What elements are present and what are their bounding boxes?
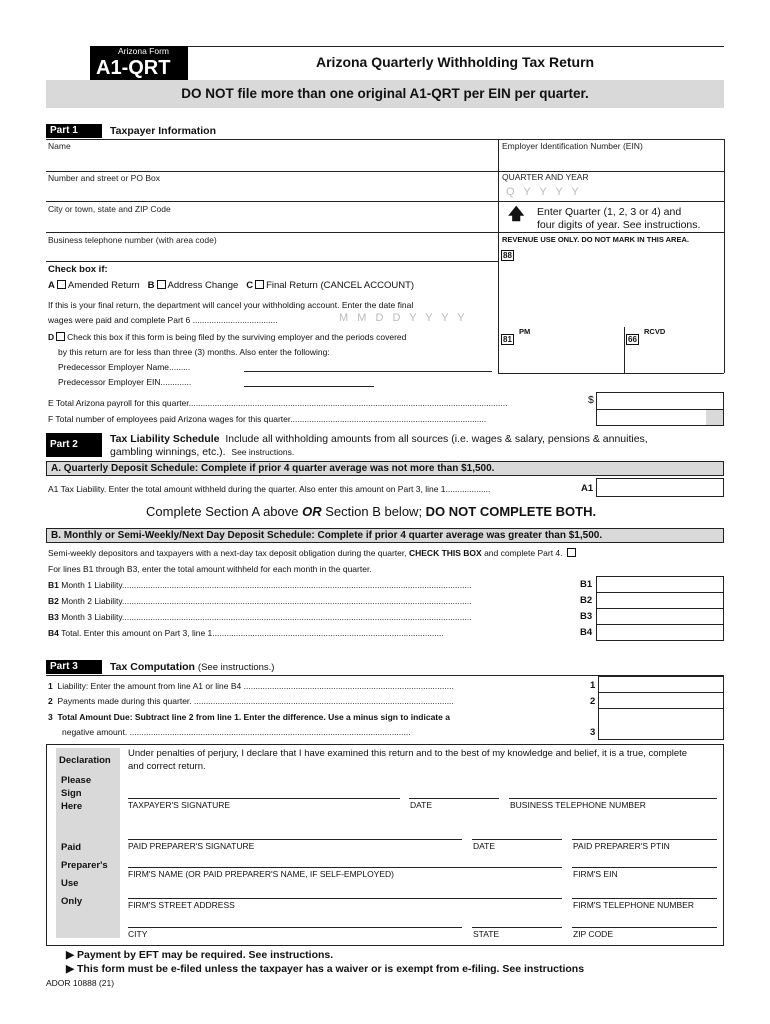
footer-note-2-text: This form must be e-filed unless the taxpayer has a waiver or is exempt from e-filing. See instructions	[77, 963, 585, 975]
form-label: Arizona Form	[118, 46, 170, 56]
b2-field[interactable]	[596, 592, 724, 609]
paid-label: Paid	[61, 842, 82, 853]
successor-checkbox[interactable]	[56, 332, 65, 341]
please-label: Please	[61, 775, 92, 786]
b2-text: Month 2 Liability....................................................................................................................................................	[61, 596, 472, 606]
line1-field[interactable]	[598, 676, 724, 693]
declaration-text-2: and correct return.	[128, 761, 206, 772]
employees-shade	[706, 410, 723, 425]
ein-label: Employer Identification Number (EIN)	[502, 141, 643, 151]
part2-desc-2: gambling winnings, etc.).	[110, 446, 226, 458]
street-label: Number and street or PO Box	[48, 173, 160, 183]
p3-num-1: 1	[48, 681, 53, 691]
semi-bold: CHECK THIS BOX	[408, 548, 482, 558]
dollar-sign: $	[588, 394, 594, 406]
pred-name-label: Predecessor Employer Name.........	[58, 362, 191, 372]
p3-text-1: Liability: Enter the amount from line A1 or line B4 .........................................................................................	[57, 681, 454, 691]
part1-heading: Taxpayer Information	[110, 125, 216, 137]
part3-heading: Tax Computation	[110, 661, 195, 673]
b3-field[interactable]	[596, 608, 724, 625]
firm-phone-label: FIRM'S TELEPHONE NUMBER	[573, 900, 694, 910]
b3-text: Month 3 Liability....................................................................................................................................................	[61, 612, 472, 622]
quarter-help-2: four digits of year. See instructions.	[537, 219, 701, 231]
firm-street-label: FIRM'S STREET ADDRESS	[128, 900, 235, 910]
payroll-field[interactable]	[596, 392, 724, 410]
firm-phone-line[interactable]	[572, 898, 717, 899]
p3-code-1: 1	[590, 680, 596, 691]
opt-a-letter: A	[48, 280, 55, 291]
business-phone-line[interactable]	[509, 798, 717, 799]
preparer-date-label: DATE	[473, 841, 496, 851]
b2-code: B2	[580, 595, 593, 606]
preparers-label: Preparer's	[61, 860, 108, 871]
city-label-decl: CITY	[128, 929, 148, 939]
name-field[interactable]	[46, 152, 496, 170]
opt-d-letter: D	[48, 332, 55, 342]
complete-or: OR	[302, 504, 322, 519]
city-label: City or town, state and ZIP Code	[48, 204, 171, 214]
firm-ein-label: FIRM'S EIN	[573, 869, 618, 879]
b4-row	[48, 628, 578, 638]
state-line[interactable]	[472, 927, 562, 928]
street-field[interactable]	[46, 184, 496, 200]
pm-label: PM	[519, 327, 531, 336]
line3-field[interactable]	[598, 708, 724, 740]
part3-tab: Part 3	[46, 660, 102, 674]
rcvd-label: RCVD	[644, 327, 666, 336]
b3-row	[48, 612, 578, 622]
play-arrow-icon: ▶	[66, 963, 75, 975]
b3-code: B3	[580, 611, 593, 622]
p3-code-2: 2	[590, 696, 596, 707]
final-return-checkbox[interactable]	[255, 280, 264, 289]
complete-mid: Section B below;	[321, 504, 426, 519]
employees-field[interactable]	[596, 409, 724, 426]
amended-return-label: Amended Return	[67, 280, 140, 291]
p3-text-3: Total Amount Due: Subtract line 2 from line 1. Enter the difference. Use a minus sign to indicate a	[57, 712, 450, 722]
firm-name-line[interactable]	[128, 867, 562, 868]
form-code: A1-QRT	[96, 57, 171, 79]
section-b-bar	[46, 528, 724, 543]
firm-name-label: FIRM'S NAME (OR PAID PREPARER'S NAME, IF SELF-EMPLOYED)	[128, 869, 394, 879]
opt-d-text-2: by this return are for less than three (3) months. Also enter the following:	[58, 347, 330, 357]
zip-line[interactable]	[572, 927, 717, 928]
preparer-date-line[interactable]	[472, 839, 562, 840]
date-line[interactable]	[409, 798, 499, 799]
only-label: Only	[61, 896, 83, 907]
options-abc	[48, 280, 414, 291]
line2-field[interactable]	[598, 692, 724, 709]
b1-code: B1	[580, 579, 593, 590]
form-id: ADOR 10888 (21)	[46, 978, 115, 988]
part2-desc-1: Include all withholding amounts from all sources (i.e. wages & salary, pensions & annuities,	[225, 433, 648, 445]
b4-text: Total. Enter this amount on Part 3, line 1..................................................................................................	[61, 628, 444, 638]
opt-d-text: Check this box if this form is being filed by the surviving employer and the periods covered	[67, 332, 407, 342]
semi-post: and complete Part 4.	[481, 548, 563, 558]
section-a-text: A. Quarterly Deposit Schedule: Complete if prior 4 quarter average was not more than $1,500.	[51, 463, 495, 474]
semi-weekly-checkbox[interactable]	[567, 548, 576, 557]
p3-num-2: 2	[48, 696, 53, 706]
final-return-label: Final Return (CANCEL ACCOUNT)	[266, 280, 415, 291]
footer-note-1-text: Payment by EFT may be required. See instructions.	[77, 949, 334, 961]
part3-note: (See instructions.)	[197, 662, 275, 673]
business-phone-label: BUSINESS TELEPHONE NUMBER	[510, 800, 646, 810]
part2-tab: Part 2	[46, 433, 102, 457]
check-if-label: Check box if:	[48, 264, 108, 275]
a1-text: A1 Tax Liability. Enter the total amount withheld during the quarter. Also enter this amount on Part 3, line 1...................	[48, 484, 491, 494]
b-intro: For lines B1 through B3, enter the total amount withheld for each month in the quarter.	[48, 564, 372, 574]
city-line[interactable]	[128, 927, 462, 928]
b4-code-left: B4	[48, 628, 59, 638]
form-badge	[90, 46, 188, 80]
p3-line-2	[48, 696, 578, 706]
part2-see: See instructions.	[231, 447, 295, 457]
part3-heading-row	[110, 661, 274, 673]
state-label: STATE	[473, 929, 500, 939]
b2-row	[48, 596, 578, 606]
p3-text-2: Payments made during this quarter. ..............................................................................................................	[57, 696, 454, 706]
quarter-field[interactable]: Q Y Y Y Y	[506, 186, 582, 198]
firm-street-line[interactable]	[128, 898, 562, 899]
declaration-label: Declaration	[59, 755, 111, 766]
part2-desc	[110, 433, 648, 445]
part2-heading: Tax Liability Schedule	[110, 433, 220, 445]
p3-line-3-cont: negative amount. .......................................................................................................................	[62, 727, 411, 737]
code-81: 81	[503, 335, 512, 344]
part2-desc-line2	[110, 446, 294, 458]
preparer-signature-label: PAID PREPARER'S SIGNATURE	[128, 841, 255, 851]
use-label: Use	[61, 878, 79, 889]
quarter-help: Enter Quarter (1, 2, 3 or 4) and	[537, 206, 682, 218]
a1-code: A1	[581, 483, 594, 494]
p3-num-3: 3	[48, 712, 53, 722]
preparer-signature-line[interactable]	[128, 839, 462, 840]
preparer-ptin-label: PAID PREPARER'S PTIN	[573, 841, 670, 851]
here-label: Here	[61, 801, 83, 812]
p3-line-1	[48, 681, 578, 691]
line-e-text: E Total Arizona payroll for this quarter.......................................................................................................................................	[48, 398, 508, 408]
form-title: Arizona Quarterly Withholding Tax Return	[316, 54, 595, 70]
final-text-1: If this is your final return, the department will cancel your withholding account. Enter the date final	[48, 300, 414, 310]
firm-ein-line[interactable]	[572, 867, 717, 868]
pred-name-field[interactable]	[244, 371, 492, 372]
b1-code-left: B1	[48, 580, 59, 590]
arrow-up-icon: 🡅	[508, 206, 525, 223]
b3-code-left: B3	[48, 612, 59, 622]
address-change-checkbox[interactable]	[157, 280, 166, 289]
taxpayer-signature-label: TAXPAYER'S SIGNATURE	[128, 800, 231, 810]
p3-line-3	[48, 712, 450, 722]
amended-return-checkbox[interactable]	[57, 280, 66, 289]
opt-c-letter: C	[246, 280, 254, 291]
semi-pre: Semi-weekly depositors and taxpayers with a next-day tax deposit obligation during the quarter,	[48, 548, 409, 558]
ein-field[interactable]	[500, 152, 722, 170]
phone-field[interactable]	[46, 246, 496, 260]
address-change-label: Address Change	[167, 280, 239, 291]
opt-b-letter: B	[147, 280, 155, 291]
section-a-bar	[46, 461, 724, 476]
complete-note	[146, 504, 596, 519]
b4-code: B4	[580, 627, 593, 638]
code-88: 88	[503, 251, 512, 260]
notice-text: DO NOT file more than one original A1-QRT per EIN per quarter.	[181, 86, 589, 101]
b2-code-left: B2	[48, 596, 59, 606]
taxpayer-signature-line[interactable]	[128, 798, 400, 799]
part1-tab: Part 1	[46, 124, 102, 138]
date-label: DATE	[410, 800, 433, 810]
phone-label: Business telephone number (with area code)	[48, 235, 217, 245]
section-b-text: B. Monthly or Semi-Weekly/Next Day Deposit Schedule: Complete if prior 4 quarter average was greater than $1,500.	[51, 530, 603, 541]
a1-field[interactable]	[596, 478, 724, 497]
name-label: Name	[48, 141, 71, 151]
p3-code-3: 3	[590, 727, 596, 738]
pred-ein-field[interactable]	[244, 386, 374, 387]
b1-text: Month 1 Liability....................................................................................................................................................	[61, 580, 472, 590]
b1-field[interactable]	[596, 576, 724, 593]
semi-weekly-text	[48, 548, 578, 558]
final-date-field[interactable]: M M D D Y Y Y Y	[339, 312, 468, 324]
sign-label: Sign	[61, 788, 82, 799]
declaration-text-1: Under penalties of perjury, I declare that I have examined this return and to the best of my knowledge and belief, it is a true, complete	[128, 748, 688, 759]
b1-row	[48, 580, 578, 590]
revenue-use-label: REVENUE USE ONLY. DO NOT MARK IN THIS AREA.	[502, 235, 689, 244]
complete-pre: Complete Section A above	[146, 504, 303, 519]
city-field[interactable]	[46, 215, 496, 231]
notice-bar	[46, 80, 724, 108]
line-f-text: F Total number of employees paid Arizona wages for this quarter...................................................................................	[48, 414, 487, 424]
quarter-label: QUARTER AND YEAR	[502, 172, 589, 182]
final-text-2: wages were paid and complete Part 6 ....................................	[48, 315, 278, 325]
complete-post: DO NOT COMPLETE BOTH.	[425, 504, 597, 519]
footer-note-1	[66, 949, 333, 961]
code-66: 66	[628, 335, 637, 344]
option-d	[48, 332, 406, 342]
play-arrow-icon: ▶	[66, 949, 75, 961]
preparer-ptin-line[interactable]	[572, 839, 717, 840]
zip-label: ZIP CODE	[573, 929, 613, 939]
pred-ein-label: Predecessor Employer EIN.............	[58, 377, 192, 387]
b4-field[interactable]	[596, 624, 724, 641]
footer-note-2	[66, 963, 584, 975]
